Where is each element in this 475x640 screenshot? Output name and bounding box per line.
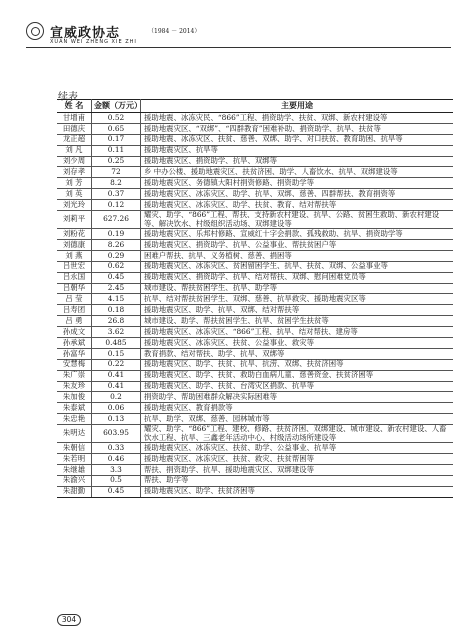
donor-name: 朱渝兴 [57,475,92,486]
donation-amount: 0.5 [92,475,141,486]
donation-amount: 0.45 [92,272,141,283]
donor-name: 刘粉花 [57,229,92,240]
book-years: （1984 － 2014） [148,28,201,35]
column-header-name: 姓 名 [57,100,92,113]
donation-amount: 0.41 [92,381,141,392]
donation-use: 援助地震灾区、冰冻灾区、扶贫、公益事业、救灾等 [141,337,454,348]
donor-name: 吕 莹 [57,294,92,305]
donation-use: 援助地震灾区、助学、扶贫、抗旱、抗涝、双绑、扶贫济困等 [141,359,454,370]
donor-name: 朱明达 [57,425,92,443]
donation-amount: 0.12 [92,200,141,211]
table-row [57,189,453,200]
table-row [57,156,453,167]
donor-name: 甘增甫 [57,113,92,124]
donation-use: 援助地震灾区、冰冻灾区、扶贫、助学、公益事业、抗旱等 [141,443,454,454]
donation-amount: 603.95 [92,425,141,443]
donation-amount: 0.17 [92,134,141,145]
donation-use: 援助地震、冰冻灾民、“866”工程、捐资助学、扶贫、双绑、新农村建设等 [141,113,454,124]
donation-use: 援助地震灾区、冰冻灾区、“866”工程、抗旱、结对帮扶、建房等 [141,327,454,338]
donation-amount: 72 [92,167,141,178]
donation-use: 援助地震灾区、助学、扶贫、救助白血病儿童、慈善资金、扶贫济困等 [141,370,454,381]
page-number: 304 [57,614,81,626]
table-row [57,283,453,294]
donor-name: 朱朝信 [57,443,92,454]
donor-name: 刘 芳 [57,178,92,189]
donation-amount: 2.45 [92,283,141,294]
donor-name: 孙承斌 [57,337,92,348]
donation-amount: 0.13 [92,414,141,425]
donation-use: 援助地震灾区、冰冻灾区、助学、扶贫、教育、结对帮扶等 [141,200,454,211]
donation-use: 援助地震灾区、冰冻灾区、贫困留困学生、抗旱、扶贫、双绑、公益事业等 [141,261,454,272]
donation-use: 捐资助学、帮助困难群众解决实际困难等 [141,392,454,403]
donation-amount: 0.65 [92,123,141,134]
donor-name: 吕永国 [57,272,92,283]
donation-use: 耀灾、助学、“866”工程、帮扶、支持新农村建设、抗旱、公路、贫困生救助、新农村建设等、解决饮水、村级组织活动场、双绑建设等 [141,211,454,229]
table-row [57,200,453,211]
table-row [57,113,453,124]
table-row [57,370,453,381]
donation-amount: 3.62 [92,327,141,338]
donation-amount: 3.3 [92,464,141,475]
donation-amount: 8.2 [92,178,141,189]
table-row [57,167,453,178]
donor-name: 朱忠艳 [57,414,92,425]
table-row [57,403,453,414]
donor-name: 刘莉平 [57,211,92,229]
table-row [57,123,453,134]
donor-name: 朱加俊 [57,392,92,403]
donation-use: 援助地震灾区、冰冻灾区、扶贫、救灾、扶贫帮困等 [141,454,454,465]
donor-name: 朱泰斌 [57,403,92,414]
donor-name: 孙富华 [57,348,92,359]
donation-amount: 4.15 [92,294,141,305]
donation-use: 援助地震灾区、“双绑”、“四群教育”困难补助、捐资助学、抗旱、扶贫等 [141,123,454,134]
donation-amount: 0.11 [92,145,141,156]
table-row [57,261,453,272]
table-row [57,239,453,250]
donation-amount: 0.37 [92,189,141,200]
header-divider [26,47,451,48]
donation-amount: 0.18 [92,305,141,316]
donation-use: 援助地震灾区、捐资助学、抗旱、公益事业、帮扶贫困户等 [141,239,454,250]
donation-amount: 0.62 [92,261,141,272]
donor-name: 刘德康 [57,239,92,250]
table-row [57,486,453,497]
donor-name: 孙成文 [57,327,92,338]
table-row [57,327,453,338]
table-row [57,134,453,145]
donor-name: 朱广崇 [57,370,92,381]
donation-use: 援助地震灾区、捐资助学、抗旱、双绑等 [141,156,454,167]
donation-use: 抗旱、助学、双绑、慈善、园林城市等 [141,414,454,425]
donation-amount: 26.8 [92,316,141,327]
donation-use: 城市建设、帮扶贫困学生、抗旱、助学等 [141,283,454,294]
donation-use: 抗旱、结对帮扶贫困学生、双绑、慈善、抗旱救灾、援助地震灾区等 [141,294,454,305]
donation-amount: 0.52 [92,113,141,124]
donation-amount: 0.25 [92,156,141,167]
donor-name: 朱继雄 [57,464,92,475]
donation-amount: 0.19 [92,229,141,240]
emblem-logo [26,22,44,40]
table-row [57,464,453,475]
donation-amount: 627.26 [92,211,141,229]
donor-name: 吕寿团 [57,305,92,316]
table-row [57,392,453,403]
donor-name: 安慧梅 [57,359,92,370]
donation-amount: 0.41 [92,370,141,381]
donation-use: 帮扶、捐资助学、抗旱、援助地震灾区、双绑建设等 [141,464,454,475]
donation-amount: 0.46 [92,454,141,465]
table-row [57,294,453,305]
donation-use: 援助地震灾区、助学、扶贫济困等 [141,486,454,497]
donor-name: 吕朝华 [57,283,92,294]
donation-use: 援助地震灾区、助学、扶贫、台湾灾区捐款、抗旱等 [141,381,454,392]
table-row [57,316,453,327]
donation-amount: 0.15 [92,348,141,359]
table-row [57,475,453,486]
donor-name: 朱友珍 [57,381,92,392]
donation-use: 教育捐款、结对帮扶、助学、抗旱、双绑等 [141,348,454,359]
donation-amount: 0.06 [92,403,141,414]
donor-name: 朱甜勤 [57,486,92,497]
donor-name: 刘少周 [57,156,92,167]
donation-use: 耀灾、助学、“866”工程、建校、修路、扶贫济困、双绑建设、城市建设、新农村建设、人畜饮水工程、抗旱、三鑫老年活动中心、村级活动场所建设等 [141,425,454,443]
donation-use: 城市建设、助学、帮扶贫困学生、抗旱、贫困学生扶贫等 [141,316,454,327]
table-row [57,229,453,240]
donation-use: 帮扶、助学等 [141,475,454,486]
donation-use: 援助地震、冰冻灾区、扶贫、慈善、双绑、助学、对口扶贫、教育助困、抗旱等 [141,134,454,145]
table-row [57,454,453,465]
donation-use: 援助地震灾区、教育捐款等 [141,403,454,414]
donation-use: 乡 中办公楼、援助地震灾区、扶贫济困、助学、人畜饮水、抗旱、双绑建设等 [141,167,454,178]
donation-use: 援助地震灾区、务德镇大阳村捐资修路、捐资助学等 [141,178,454,189]
donation-amount: 8.26 [92,239,141,250]
column-header-amount: 金额（万元） [92,100,141,113]
donation-amount: 0.33 [92,443,141,454]
donor-name: 刘存孝 [57,167,92,178]
donation-use: 援助地震灾区、乐邦村修路、宣威红十字会捐款、孤残救助、抗旱、捐资助学等 [141,229,454,240]
table-row [57,348,453,359]
page-header [0,0,475,50]
table-row [57,337,453,348]
donation-use: 援助地震灾区、捐资助学、抗旱、结对帮扶、双绑、慰问困难党员等 [141,272,454,283]
column-header-use: 主要用途 [141,100,454,113]
table-row [57,425,453,443]
table-row [57,414,453,425]
donation-use: 困难户帮扶、抗旱、义务植树、慈善、捐困等 [141,250,454,261]
donation-use: 援助地震灾区、冰冻灾区、助学、抗旱、双绑、慈善、四群帮扶、教育捐资等 [141,189,454,200]
table-row [57,178,453,189]
table-row [57,359,453,370]
table-row [57,211,453,229]
continued-label: 续表 [58,92,78,103]
donation-amount: 0.45 [92,486,141,497]
donor-name: 田德庆 [57,123,92,134]
donor-name: 吕 勇 [57,316,92,327]
book-title: 宣威政协志 [50,26,121,41]
donation-use: 援助地震灾区、助学、抗旱、双绑、结对帮扶等 [141,305,454,316]
table-row [57,443,453,454]
donation-use: 援助地震灾区、抗旱等 [141,145,454,156]
donor-name: 刘光玲 [57,200,92,211]
donor-name: 龙正超 [57,134,92,145]
book-pinyin: XUAN WEI ZHENG XIE ZHI [50,39,137,45]
donation-amount: 0.22 [92,359,141,370]
table-row [57,381,453,392]
donation-table [57,99,453,498]
donor-name: 刘 燕 [57,250,92,261]
donation-amount: 0.29 [92,250,141,261]
donor-name: 朱若明 [57,454,92,465]
table-row [57,305,453,316]
donor-name: 吕世宏 [57,261,92,272]
table-row [57,272,453,283]
table-row [57,250,453,261]
donor-name: 刘 凡 [57,145,92,156]
donation-amount: 0.2 [92,392,141,403]
donation-amount: 0.485 [92,337,141,348]
donor-name: 刘 英 [57,189,92,200]
table-row [57,145,453,156]
